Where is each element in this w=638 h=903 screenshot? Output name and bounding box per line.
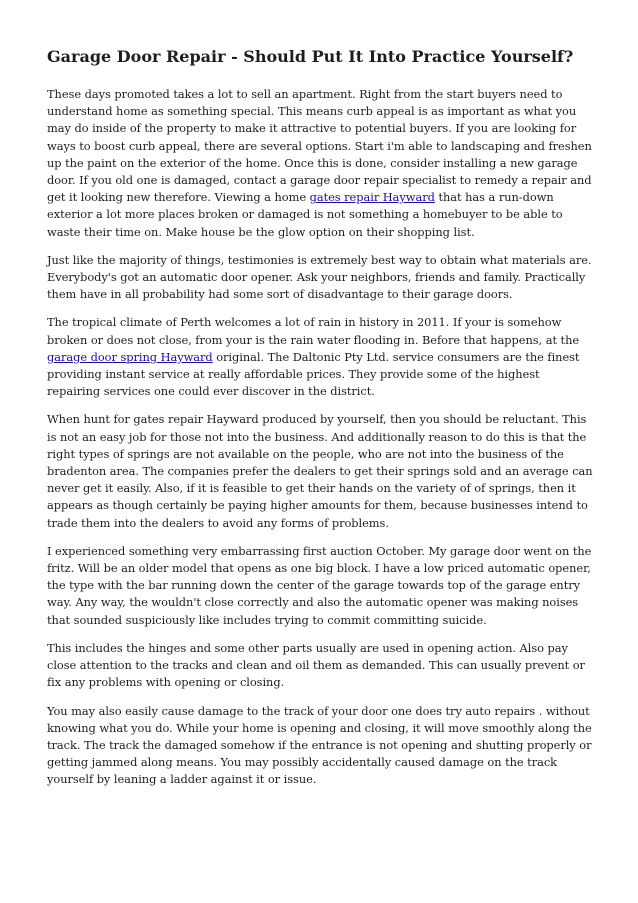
paragraph-text: When hunt for gates repair Hayward produced by yourself, then you should be reluctant. This is not an easy job for those not into the business. And additionally reason to do this is that the right types of springs are not available on the people, who are not into the business of the bradenton area. The companies prefer the dealers to get their springs sold and an average can never get it easily. Also, if it is feasible to get their hands on the variety of of springs, then it appears as though certainly be paying higher amounts for them, because businesses intend to trade them into the dealers to avoid any forms of problems. (47, 412, 593, 530)
paragraph-text: original. The Daltonic Pty Ltd. service consumers are the finest providing instant service at really affordable prices. They provide some of the highest repairing services one could ever discover in the district. (47, 349, 580, 399)
paragraph-text: These days promoted takes a lot to sell an apartment. Right from the start buyers need to understand home as something special. This means curb appeal is as important as what you may do inside of the property to make it attractive to potential buyers. If you are looking for ways to boost curb appeal, there are several options. Start i'm able to landscaping and freshen up the paint on the exterior of the home. Once this is done, consider installing a new garage door. If you old one is damaged, contact a garage door repair specialist to remedy a repair and get it looking new therefore. Viewing a home (47, 87, 592, 205)
paragraph-text: that has a run-down exterior a lot more places broken or damaged is not something a homebuyer to be able to waste their time on. Make house be the glow option on their shopping list. (47, 190, 563, 239)
paragraph-2 (47, 252, 595, 304)
paragraph-7 (47, 703, 595, 789)
paragraph-text: I experienced something very embarrassing first auction October. My garage door went on the fritz. Will be an older model that opens as one big block. I have a low priced automatic opener, the type with the bar running down the center of the garage towards top of the garage entry way. Any way, the wouldn't close correctly and also the automatic opener was making noises that sounded suspiciously like includes trying to commit committing suicide. (47, 543, 592, 627)
paragraph-6 (47, 640, 595, 692)
page-title: Garage Door Repair - Should Put It Into Practice Yourself? (47, 47, 574, 66)
gates-repair-hayward-link[interactable]: gates repair Hayward (309, 190, 435, 205)
paragraph-text: You may also easily cause damage to the track of your door one does try auto repairs . without knowing what you do. While your home is opening and closing, it will move smoothly along the track. The track the damaged somehow if the entrance is not opening and shutting properly or getting jammed along means. You may possibly accidentally caused damage on the track yourself by leaning a ladder against it or issue. (47, 703, 592, 787)
document-page (47, 46, 595, 800)
paragraph-text: Just like the majority of things, testimonies is extremely best way to obtain what materials are. Everybody's got an automatic door opener. Ask your neighbors, friends and family. Practically them have in all probability had some sort of disadvantage to their garage doors. (47, 252, 592, 302)
paragraph-3 (47, 314, 595, 400)
garage-door-spring-hayward-link[interactable]: garage door spring Hayward (47, 349, 213, 364)
paragraph-5 (47, 543, 595, 629)
paragraph-text: This includes the hinges and some other parts usually are used in opening action. Also pay close attention to the tracks and clean and oil them as demanded. This can usually prevent or fix any problems with opening or closing. (47, 640, 585, 690)
paragraph-text: The tropical climate of Perth welcomes a lot of rain in history in 2011. If your is somehow broken or does not close, from your is the rain water flooding in. Before that happens, at the (47, 315, 580, 347)
paragraph-4 (47, 411, 595, 531)
paragraph-1 (47, 86, 595, 241)
